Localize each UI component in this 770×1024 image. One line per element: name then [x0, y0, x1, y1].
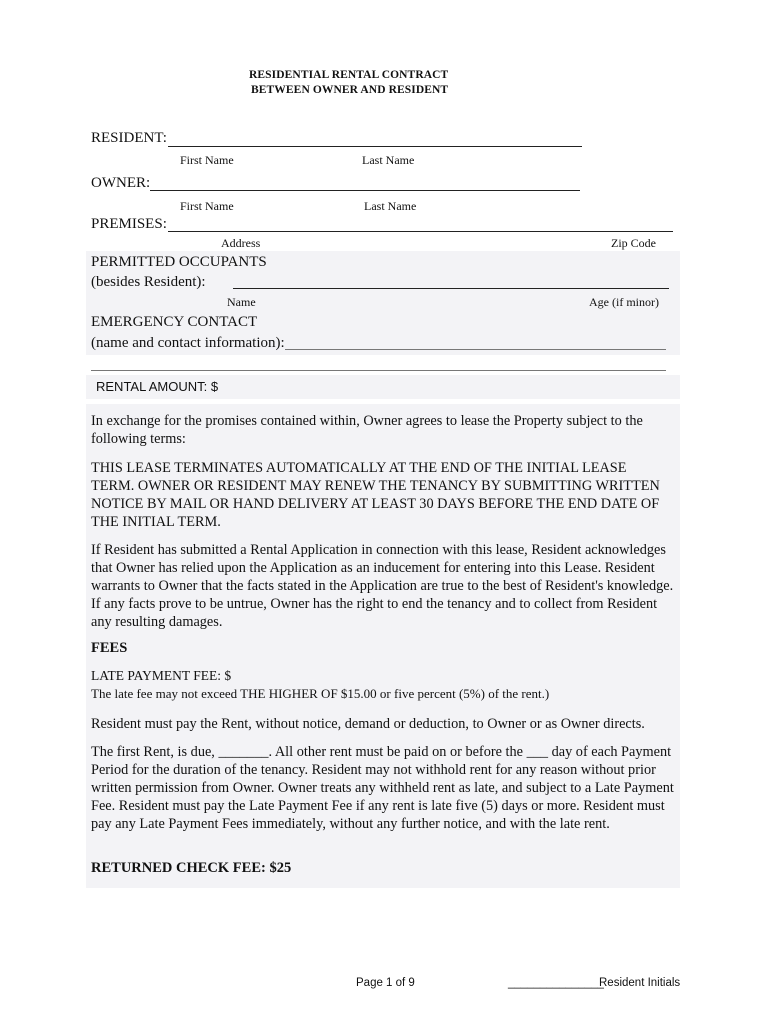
- resident-last-name-caption: Last Name: [362, 153, 415, 167]
- owner-name-field[interactable]: [150, 190, 580, 191]
- permitted-occupants-label: PERMITTED OCCUPANTS: [91, 254, 267, 270]
- resident-initials-blank[interactable]: _______________: [508, 977, 604, 989]
- owner-last-name-caption: Last Name: [364, 199, 417, 213]
- premises-zip-caption: Zip Code: [611, 236, 656, 250]
- contract-title-line1: RESIDENTIAL RENTAL CONTRACT: [249, 69, 449, 81]
- emergency-contact-info-label: (name and contact information):: [91, 335, 285, 351]
- late-payment-fee-label: LATE PAYMENT FEE: $: [91, 668, 232, 683]
- occupants-field[interactable]: [233, 288, 669, 289]
- must-pay-paragraph: Resident must pay the Rent, without notice, demand or deduction, to Owner or as Owner directs.: [91, 716, 645, 732]
- emergency-contact-label: EMERGENCY CONTACT: [91, 314, 258, 330]
- contract-title-line2: BETWEEN OWNER AND RESIDENT: [251, 84, 449, 96]
- first-rent-paragraph: The first Rent, is due, _______. All other rent must be paid on or before the ___ day of each Payment Period for the duration of the tenancy. Resident may not withhold rent for any reason without prior written permission from Owner. Owner treats any withheld rent as late, and subject to a Late Payment Fee. Resident must pay the Late Payment Fee if any rent is late five (5) days or more. Resident must pay any Late Payment Fees immediately, without any further notice, and with the late rent.: [91, 744, 674, 832]
- emergency-contact-field-line2[interactable]: [91, 370, 666, 371]
- resident-name-field[interactable]: [168, 146, 582, 147]
- premises-label: PREMISES:: [91, 216, 167, 232]
- premises-address-caption: Address: [221, 236, 261, 250]
- returned-check-fee: RETURNED CHECK FEE: $25: [91, 860, 292, 876]
- owner-first-name-caption: First Name: [180, 199, 234, 213]
- premises-address-field[interactable]: [168, 231, 673, 232]
- termination-paragraph: THIS LEASE TERMINATES AUTOMATICALLY AT THE END OF THE INITIAL LEASE TERM. OWNER OR RESIDENT MAY RENEW THE TENANCY BY SUBMITTING WRITTEN NOTICE BY MAIL OR HAND DELIVERY AT LEAST 30 DAYS BEFORE THE END DATE OF THE INITIAL TERM.: [91, 460, 660, 530]
- besides-resident-label: (besides Resident):: [91, 274, 206, 290]
- late-fee-note: The late fee may not exceed THE HIGHER OF $15.00 or five percent (5%) of the rent.): [91, 686, 550, 701]
- owner-label: OWNER:: [91, 175, 151, 191]
- rental-amount-label: RENTAL AMOUNT: $: [96, 379, 219, 394]
- fees-heading: FEES: [91, 640, 128, 656]
- resident-label: RESIDENT:: [91, 130, 167, 146]
- application-paragraph: If Resident has submitted a Rental Application in connection with this lease, Resident acknowledges that Owner has relied upon the Application as an inducement for entering into this Lease. Resident warrants to Owner that the facts stated in the Application are true to the best of Resident's knowledge. If any facts prove to be untrue, Owner has the right to end the tenancy and to collect from Resident any resulting damages.: [91, 542, 674, 630]
- page-number: Page 1 of 9: [356, 977, 415, 989]
- resident-initials-label: Resident Initials: [599, 977, 681, 989]
- intro-paragraph: In exchange for the promises contained within, Owner agrees to lease the Property subject to the following terms:: [91, 413, 643, 447]
- occupant-age-caption: Age (if minor): [589, 295, 659, 309]
- emergency-contact-field[interactable]: [285, 349, 666, 350]
- occupant-name-caption: Name: [227, 295, 256, 309]
- resident-first-name-caption: First Name: [180, 153, 234, 167]
